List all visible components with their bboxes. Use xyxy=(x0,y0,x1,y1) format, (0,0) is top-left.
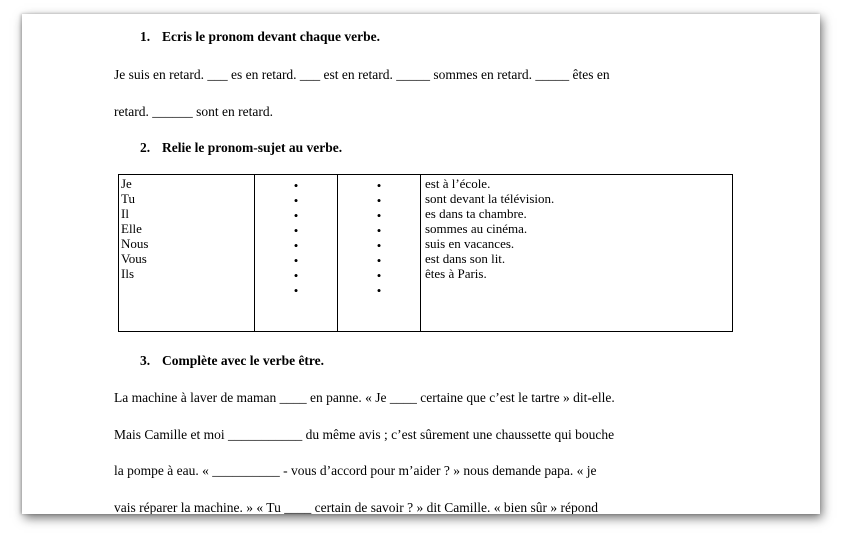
verb-item: est dans son lit. xyxy=(425,251,506,266)
exercise-1-heading xyxy=(140,29,380,45)
pronoun-item: Elle xyxy=(121,221,142,236)
pronoun-item: Ils xyxy=(121,266,134,281)
verb-item: sont devant la télévision. xyxy=(425,191,555,206)
exercise-1-line-1: Je suis en retard. ___ es en retard. ___ est en retard. _____ sommes en retard. _____ êtes en xyxy=(114,67,610,82)
exercise-3-line-2: Mais Camille et moi ___________ du même avis ; c’est sûrement une chaussette qui bouche xyxy=(114,427,615,442)
bullet-dot[interactable]: • xyxy=(376,178,382,193)
bullet-dot[interactable]: • xyxy=(376,238,382,253)
bullet-dot[interactable]: • xyxy=(293,283,299,298)
exercise-3-title: Complète avec le verbe être. xyxy=(162,353,325,368)
verb-item: êtes à Paris. xyxy=(425,266,487,281)
bullet-dot[interactable]: • xyxy=(376,193,382,208)
bullet-dot[interactable]: • xyxy=(293,253,299,268)
bullet-dot[interactable]: • xyxy=(293,178,299,193)
bullet-dot[interactable]: • xyxy=(376,268,382,283)
exercise-3-number: 3. xyxy=(140,353,151,368)
right-dot-column xyxy=(338,175,421,332)
pronoun-item: Tu xyxy=(121,191,135,206)
exercise-3-line-4: vais réparer la machine. » « Tu ____ certain de savoir ? » dit Camille. « bien sûr » répond xyxy=(114,500,599,514)
bullet-dot[interactable]: • xyxy=(293,193,299,208)
exercise-3-line-3: la pompe à eau. « __________ - vous d’accord pour m’aider ? » nous demande papa. « je xyxy=(114,463,597,478)
bullet-dot[interactable]: • xyxy=(293,208,299,223)
bullet-dot[interactable]: • xyxy=(293,268,299,283)
pronoun-column xyxy=(119,175,255,332)
matching-table xyxy=(118,174,733,332)
pronoun-item: Je xyxy=(121,176,132,191)
pronoun-item: Il xyxy=(121,206,129,221)
exercise-3-line-1: La machine à laver de maman ____ en panne. « Je ____ certaine que c’est le tartre » dit-elle. xyxy=(114,390,615,405)
exercise-2-heading xyxy=(140,140,342,156)
exercise-1-line-2: retard. ______ sont en retard. xyxy=(114,104,273,119)
verb-column xyxy=(421,175,733,332)
bullet-dot[interactable]: • xyxy=(293,238,299,253)
bullet-dot[interactable]: • xyxy=(293,223,299,238)
bullet-dot[interactable]: • xyxy=(376,283,382,298)
exercise-1-number: 1. xyxy=(140,29,151,44)
exercise-2-title: Relie le pronom-sujet au verbe. xyxy=(162,140,343,155)
bullet-dot[interactable]: • xyxy=(376,223,382,238)
pronoun-item: Vous xyxy=(121,251,147,266)
verb-item: est à l’école. xyxy=(425,176,491,191)
verb-item: es dans ta chambre. xyxy=(425,206,527,221)
exercise-2-number: 2. xyxy=(140,140,151,155)
pronoun-item: Nous xyxy=(121,236,149,251)
verb-item: sommes au cinéma. xyxy=(425,221,528,236)
left-dot-column xyxy=(255,175,338,332)
exercise-1-title: Ecris le pronom devant chaque verbe. xyxy=(162,29,380,44)
worksheet-page xyxy=(22,14,820,514)
exercise-3-heading xyxy=(140,353,324,369)
bullet-dot[interactable]: • xyxy=(376,208,382,223)
verb-item: suis en vacances. xyxy=(425,236,515,251)
bullet-dot[interactable]: • xyxy=(376,253,382,268)
